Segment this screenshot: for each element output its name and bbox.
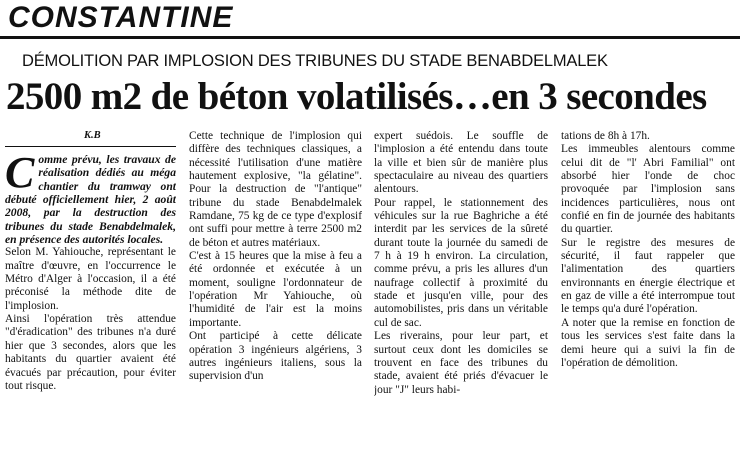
paragraph: Cette technique de l'implosion qui diffère des techniques classiques, a nécessité l'utilisation d'une matière hautement explosive, "la gélatine". Pour la destruction de "l'antique" tribune du stade Benabdelmalek Ramdane, 75 kg de ce type d'explosif ont suffi pour mettre à terre 2500 m2 de béton et autres matériaux. [189,130,362,249]
section-rubric: CONSTANTINE [8,1,234,34]
column-4 [561,130,735,450]
paragraph: A noter que la remise en fonction de tous les services s'est faite dans la demi heure qui a suivi la fin de l'opération de démolition. [561,316,735,369]
paragraph: Les riverains, pour leur part, et surtout ceux dont les domiciles se trouvent en face des tribunes du stade, avaient été priés d'évacuer le jour "J" leurs habi- [374,330,548,396]
paragraph: Sur le registre des mesures de sécurité, il faut rappeler que l'alimentation des quartiers environnants en énergie électrique et en gaz de ville a été interrompue tout le temps qu'a duré l'opération. [561,236,735,316]
paragraph: Les immeubles alentours comme celui dit de "l' Abri Familial" ont absorbé hier l'onde de choc provoquée par l'implosion sans incidences particulières, nous ont confié en fin de journée des habitants du quartier. [561,143,735,236]
paragraph: Ont participé à cette délicate opération 3 ingénieurs algériens, 3 autres ingénieurs italiens, sous la supervision d'un [189,330,362,383]
paragraph: tations de 8h à 17h. [561,130,650,142]
paragraph: C'est à 15 heures que la mise à feu a été ordonnée et exécutée à un moment, souligne l'ordonnateur de l'opération Mr Yahiouche, où l'humidité de l'air est la moins importante. [189,250,362,329]
section-rule [0,36,740,39]
column-2 [189,130,362,450]
drop-cap: C [5,148,35,197]
column-1 [5,146,176,466]
kicker: DÉMOLITION PAR IMPLOSION DES TRIBUNES DU STADE BENABDELMALEK [22,52,608,70]
chapo-rule [5,146,176,147]
paragraph: Ainsi l'opération très attendue "d'éradication" des tribunes n'a duré hier que 3 secondes, alors que les habitants du quartier avaient été évacués par précaution, pour éviter tout risque. [5,313,176,392]
byline: K.B [84,130,101,141]
paragraph: expert suédois. Le souffle de l'implosion a été entendu dans toute la ville et bien sûr de manière plus spectaculaire au niveau des quartiers alentours. [374,130,548,196]
paragraph: Pour rappel, le stationnement des véhicules sur la rue Baghriche a été interdit par les services de la sûreté durant toute la journée du samedi de 7 h à 19 h environ. La circulation, comme prévu, a pris les allures d'un naufrage collectif à proximité du stade et jusqu'en ville, pour des automobilistes, pris dans un véritable cul de sac. [374,196,548,329]
headline: 2500 m2 de béton volatilisés…en 3 secondes [6,75,707,118]
paragraph: Selon M. Yahiouche, représentant le maître d'œuvre, en l'occurrence le Métro d'Alger à l'occasion, il a été préconisé la méthode dite de l'implosion. [5,246,176,312]
column-3 [374,130,548,450]
chapo-text: omme prévu, les travaux de réalisation dédiés au méga chantier du tramway ont débuté officiellement hier, 2 août 2008, par la destruction des tribunes du stade Benabdelmalek, en présence des autorités locales. [5,153,176,247]
chapo [5,148,176,247]
